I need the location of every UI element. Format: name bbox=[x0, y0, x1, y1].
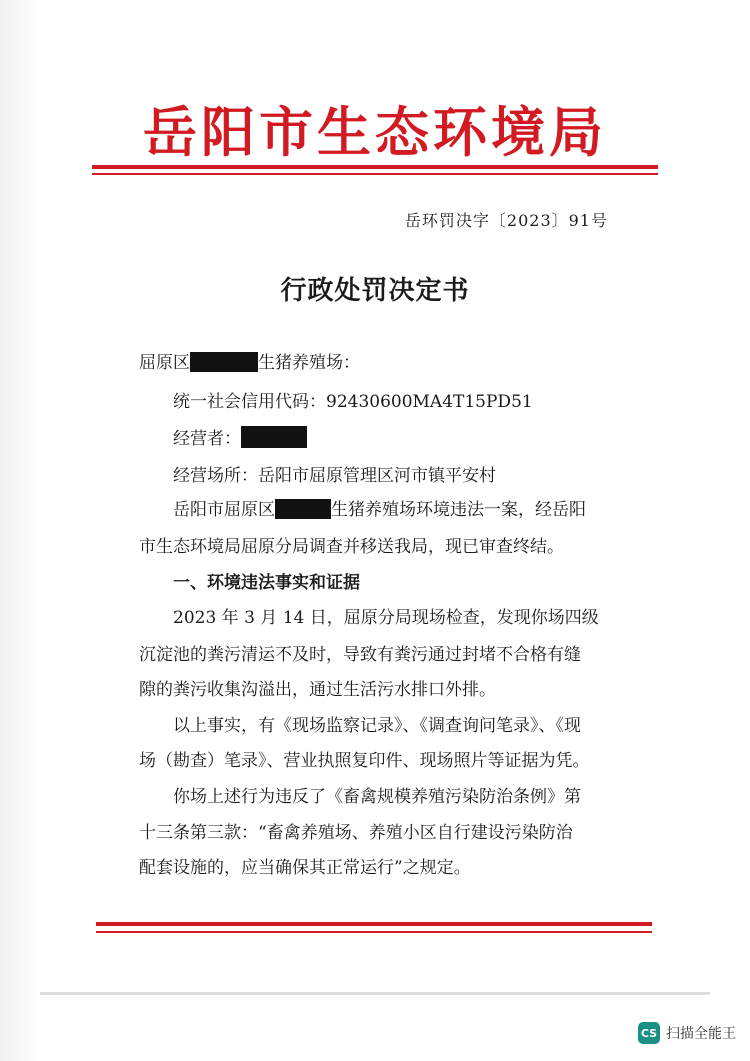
credit-code-value: 92430600MA4T15PD51 bbox=[326, 392, 533, 412]
footer-rule-thin bbox=[96, 931, 652, 933]
letterhead-org-name: 岳阳市生态环境局 bbox=[143, 100, 607, 164]
operator-label: 经营者： bbox=[173, 429, 241, 449]
credit-code-label: 统一社会信用代码： bbox=[173, 392, 326, 412]
scan-edge-bottom bbox=[40, 992, 710, 995]
footer-rule-thick bbox=[96, 922, 652, 926]
letterhead-rule-thick bbox=[92, 165, 658, 169]
intro-line-1 bbox=[173, 495, 586, 520]
intro-line-2: 市生态环境局屈原分局调查并移送我局，现已审查终结。 bbox=[139, 537, 564, 557]
section-heading: 一、环境违法事实和证据 bbox=[173, 573, 360, 593]
fact-line-2: 沉淀池的粪污清运不及时，导致有粪污通过封堵不合格有缝 bbox=[139, 645, 581, 665]
party-suffix: 生猪养殖场： bbox=[258, 353, 360, 373]
operator-line bbox=[173, 424, 307, 449]
document-title: 行政处罚决定书 bbox=[280, 276, 470, 306]
scanner-app-name: 扫描全能王 bbox=[666, 1026, 736, 1042]
address-value: 岳阳市屈原管理区河市镇平安村 bbox=[258, 466, 496, 486]
document-number: 岳环罚决字〔2023〕91号 bbox=[404, 211, 608, 230]
letterhead-rule-thin bbox=[92, 173, 658, 175]
redaction-block bbox=[241, 426, 307, 448]
address-label: 经营场所： bbox=[173, 466, 258, 486]
fact-line-1: 2023 年 3 月 14 日，屈原分局现场检查，发现你场四级 bbox=[173, 608, 599, 628]
redaction-block bbox=[275, 499, 331, 519]
intro-suffix: 生猪养殖场环境违法一案，经岳阳 bbox=[331, 500, 586, 520]
camscanner-logo-icon: CS bbox=[638, 1022, 660, 1044]
credit-code-line bbox=[173, 387, 533, 412]
evidence-line-2: 场（勘查）笔录》、营业执照复印件、现场照片等证据为凭。 bbox=[139, 751, 590, 771]
recipient-party-line bbox=[139, 348, 360, 373]
party-prefix: 屈原区 bbox=[139, 353, 190, 373]
address-line bbox=[173, 461, 496, 486]
violation-line-1: 你场上述行为违反了《畜禽规模养殖污染防治条例》第 bbox=[173, 787, 581, 807]
fact-line-3: 隙的粪污收集沟溢出，通过生活污水排口外排。 bbox=[139, 680, 496, 700]
redaction-block bbox=[190, 352, 258, 372]
violation-line-3: 配套设施的，应当确保其正常运行”之规定。 bbox=[139, 858, 471, 878]
evidence-line-1: 以上事实，有《现场监察记录》、《调查询问笔录》、《现 bbox=[173, 716, 581, 736]
scanner-watermark bbox=[638, 1022, 736, 1044]
intro-prefix: 岳阳市屈原区 bbox=[173, 500, 275, 520]
violation-line-2: 十三条第三款：“畜禽养殖场、养殖小区自行建设污染防治 bbox=[139, 823, 573, 843]
